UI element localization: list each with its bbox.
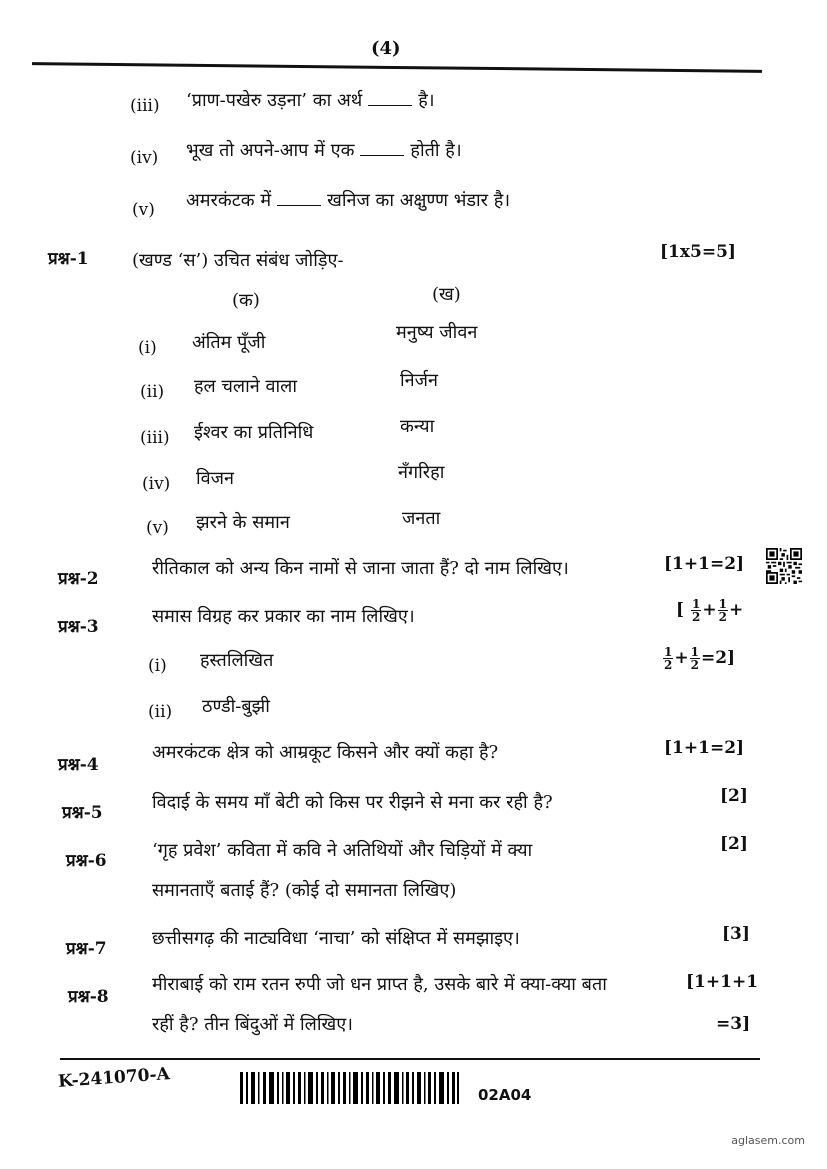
bottom-divider	[60, 1058, 760, 1060]
barcode-icon	[240, 1070, 460, 1106]
match-row-b: कन्या	[400, 416, 435, 437]
blank-item-after: खनिज का अक्षुण्ण भंडार है।	[327, 190, 511, 211]
question-label: प्रश्न-3	[58, 617, 99, 637]
blank-item	[186, 88, 435, 112]
match-row-b: मनुष्य जीवन	[396, 322, 478, 343]
question-marks: [1x5=5]	[660, 242, 736, 262]
question-text: विदाई के समय माँ बेटी को किस पर रीझने से मना कर रही है?	[152, 792, 553, 813]
blank-item-num: (v)	[132, 200, 155, 220]
blank-item-after: है।	[418, 90, 435, 111]
question-text-line1: मीराबाई को राम रतन रुपी जो धन प्राप्त है, उसके बारे में क्या-क्या बता	[152, 974, 607, 995]
blank-item-after: होती है।	[410, 140, 462, 161]
blank-item	[186, 188, 510, 212]
fraction: $\frac{1}{2}$	[718, 597, 727, 624]
question-text: (खण्ड ‘स’) उचित संबंध जोड़िए-	[132, 250, 344, 271]
match-row-num: (iii)	[140, 428, 170, 448]
match-row-a: विजन	[196, 468, 235, 489]
match-row-num: (iv)	[142, 474, 171, 494]
fraction: $\frac{1}{2}$	[690, 645, 699, 672]
question-text: अमरकंटक क्षेत्र को आम्रकूट किसने और क्यों कहा है?	[152, 742, 499, 763]
match-row-a: झरने के समान	[196, 512, 290, 533]
question-text-line2: रहीं है? तीन बिंदुओं में लिखिए।	[152, 1014, 353, 1035]
match-row-num: (v)	[146, 518, 169, 538]
match-row-num: (ii)	[140, 382, 165, 402]
question-text: रीतिकाल को अन्य किन नामों से जाना जाता हैं? दो नाम लिखिए।	[152, 558, 569, 579]
blank-item-num: (iii)	[130, 96, 160, 116]
question-marks-cont: $\frac{1}{2}$ + $\frac{1}{2}$ =2]	[664, 645, 736, 672]
top-divider	[32, 62, 762, 73]
question-label: प्रश्न-2	[58, 569, 99, 589]
sub-item-text: ठण्डी-बुझी	[202, 696, 270, 717]
watermark: aglasem.com	[731, 1134, 805, 1147]
match-row-b: निर्जन	[400, 370, 438, 391]
match-row-b: नँगरिहा	[398, 462, 445, 483]
qr-code-icon	[766, 548, 802, 584]
match-row-b: जनता	[402, 508, 441, 529]
question-marks: [2]	[720, 834, 748, 854]
fraction: $\frac{1}{2}$	[691, 597, 701, 624]
question-label: प्रश्न-6	[66, 851, 107, 871]
match-row-num: (i)	[138, 338, 157, 358]
question-label: प्रश्न-7	[66, 939, 107, 959]
question-marks: [3]	[722, 924, 750, 944]
question-text-line1: ‘गृह प्रवेश’ कविता में कवि ने अतिथियों और चिड़ियों में क्या	[152, 840, 533, 861]
match-row-a: हल चलाने वाला	[194, 376, 298, 397]
fraction: $\frac{1}{2}$	[664, 645, 673, 672]
question-text: समास विग्रह कर प्रकार का नाम लिखिए।	[152, 606, 415, 627]
marks-open: [	[676, 600, 685, 620]
question-label: प्रश्न-1	[48, 249, 89, 269]
booklet-code: K-241070-A	[57, 1064, 171, 1092]
blank-item-before: भूख तो अपने-आप में एक	[186, 140, 355, 161]
question-marks: [1+1=2]	[664, 554, 745, 574]
blank-line	[277, 191, 321, 206]
question-text-line2: समानताएँ बताई हैं? (कोई दो समानता लिखिए)	[152, 880, 457, 901]
question-marks-cont: =3]	[716, 1014, 751, 1034]
blank-item	[186, 138, 462, 162]
question-label: प्रश्न-4	[58, 755, 99, 775]
question-label: प्रश्न-5	[62, 803, 103, 823]
blank-line	[368, 91, 412, 106]
column-b-heading: (ख)	[432, 284, 461, 305]
blank-item-num: (iv)	[130, 148, 159, 168]
question-marks: [ $\frac{1}{2}$ + $\frac{1}{2}$ +	[676, 597, 744, 624]
match-row-a: ईश्वर का प्रतिनिधि	[194, 422, 314, 443]
question-marks: [2]	[720, 786, 748, 806]
sub-item-num: (i)	[148, 656, 167, 676]
sub-item-text: हस्तलिखित	[200, 650, 274, 671]
question-label: प्रश्न-8	[68, 987, 109, 1007]
page-number: (4)	[371, 38, 401, 59]
question-marks: [1+1=2]	[664, 738, 745, 758]
paper-id: 02A04	[478, 1086, 532, 1104]
sub-item-num: (ii)	[148, 702, 173, 722]
blank-item-before: अमरकंटक में	[186, 190, 272, 211]
question-marks: [1+1+1	[686, 972, 759, 992]
blank-item-before: ‘प्राण-पखेरु उड़ना’ का अर्थ	[186, 90, 363, 111]
blank-line	[360, 141, 404, 156]
question-text: छत्तीसगढ़ की नाट्यविधा ‘नाचा’ को संक्षिप्त में समझाइए।	[152, 928, 520, 949]
column-a-heading: (क)	[232, 290, 260, 311]
match-row-a: अंतिम पूँजी	[192, 332, 266, 353]
